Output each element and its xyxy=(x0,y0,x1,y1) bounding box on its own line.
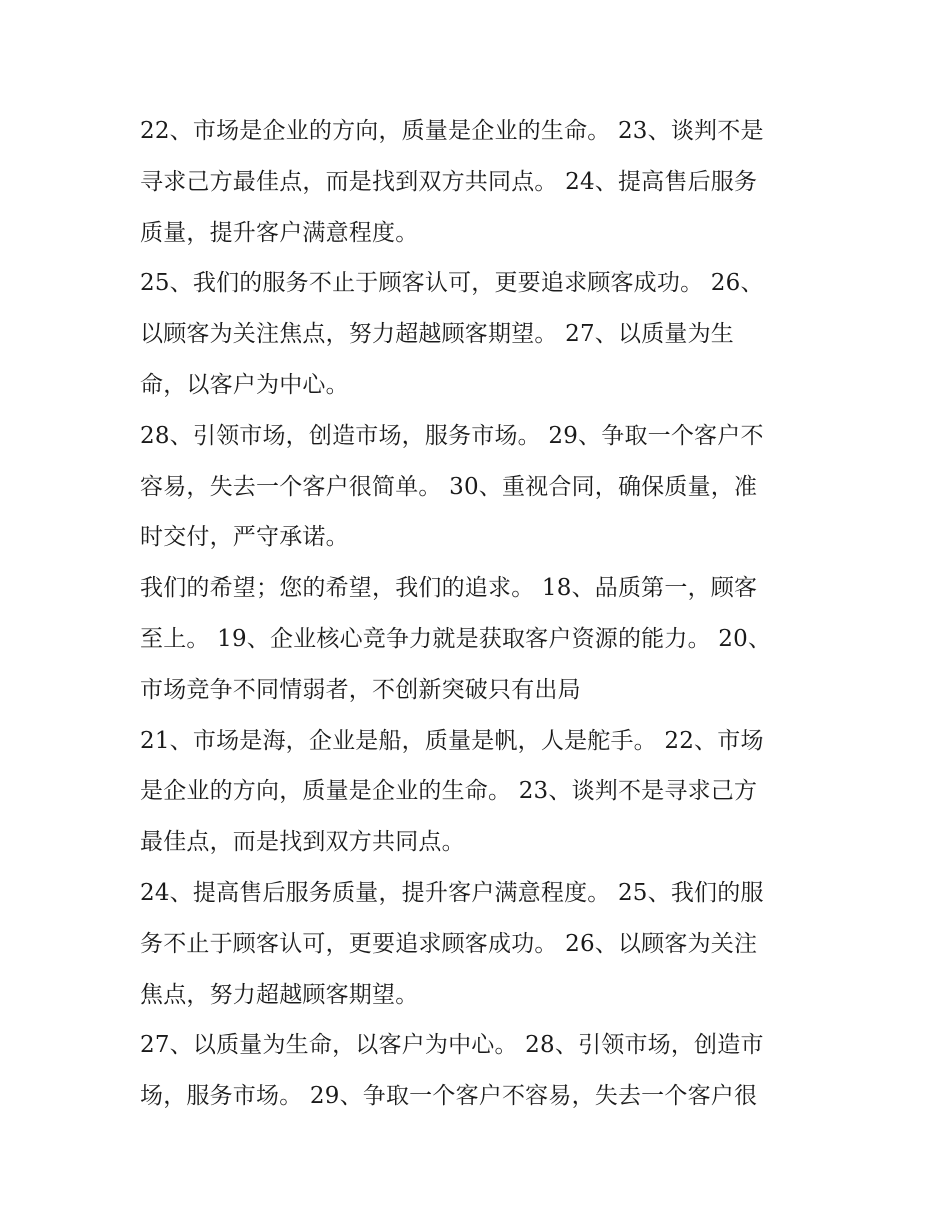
text-line: 场，服务市场。 29、争取一个客户不容易，失去一个客户很 xyxy=(140,1083,758,1110)
text-line: 22、市场是企业的方向，质量是企业的生命。 23、谈判不是 xyxy=(140,118,764,144)
text-line: 24、提高售后服务质量，提升客户满意程度。 25、我们的服 xyxy=(140,879,764,906)
paragraph-4 xyxy=(140,563,800,715)
text-line: 以顾客为关注焦点，努力超越顾客期望。 27、以质量为生 xyxy=(140,321,734,348)
text-line: 28、引领市场，创造市场，服务市场。 29、争取一个客户不 xyxy=(140,422,764,449)
text-line: 我们的希望；您的希望，我们的追求。 18、品质第一，顾客 xyxy=(140,575,758,602)
text-line: 21、市场是海，企业是船，质量是帆，人是舵手。 22、市场 xyxy=(140,727,764,754)
document-body xyxy=(140,106,800,1122)
paragraph-2 xyxy=(140,258,800,410)
text-line: 寻求己方最佳点，而是找到双方共同点。 24、提高售后服务 xyxy=(140,168,758,195)
text-line: 是企业的方向，质量是企业的生命。 23、谈判不是寻求己方 xyxy=(140,778,758,805)
text-line: 最佳点，而是找到双方共同点。 xyxy=(140,829,465,856)
text-line: 至上。 19、企业核心竞争力就是获取客户资源的能力。 20、 xyxy=(140,625,772,652)
text-line: 25、我们的服务不止于顾客认可，更要追求顾客成功。 26、 xyxy=(140,270,764,297)
paragraph-1 xyxy=(140,106,800,258)
paragraph-7 xyxy=(140,1020,800,1122)
text-line: 容易，失去一个客户很简单。 30、重视合同，确保质量，准 xyxy=(140,473,758,500)
text-line: 市场竞争不同情弱者，不创新突破只有出局 xyxy=(140,676,581,703)
text-line: 时交付，严守承诺。 xyxy=(140,524,349,551)
paragraph-6 xyxy=(140,868,800,1020)
text-line: 焦点，努力超越顾客期望。 xyxy=(140,981,419,1008)
text-line: 27、以质量为生命，以客户为中心。 28、引领市场，创造市 xyxy=(140,1032,764,1059)
text-line: 命，以客户为中心。 xyxy=(140,371,349,398)
paragraph-3 xyxy=(140,411,800,563)
paragraph-5 xyxy=(140,716,800,868)
text-line: 务不止于顾客认可，更要追求顾客成功。 26、以顾客为关注 xyxy=(140,930,758,957)
text-line: 质量，提升客户满意程度。 xyxy=(140,219,419,246)
